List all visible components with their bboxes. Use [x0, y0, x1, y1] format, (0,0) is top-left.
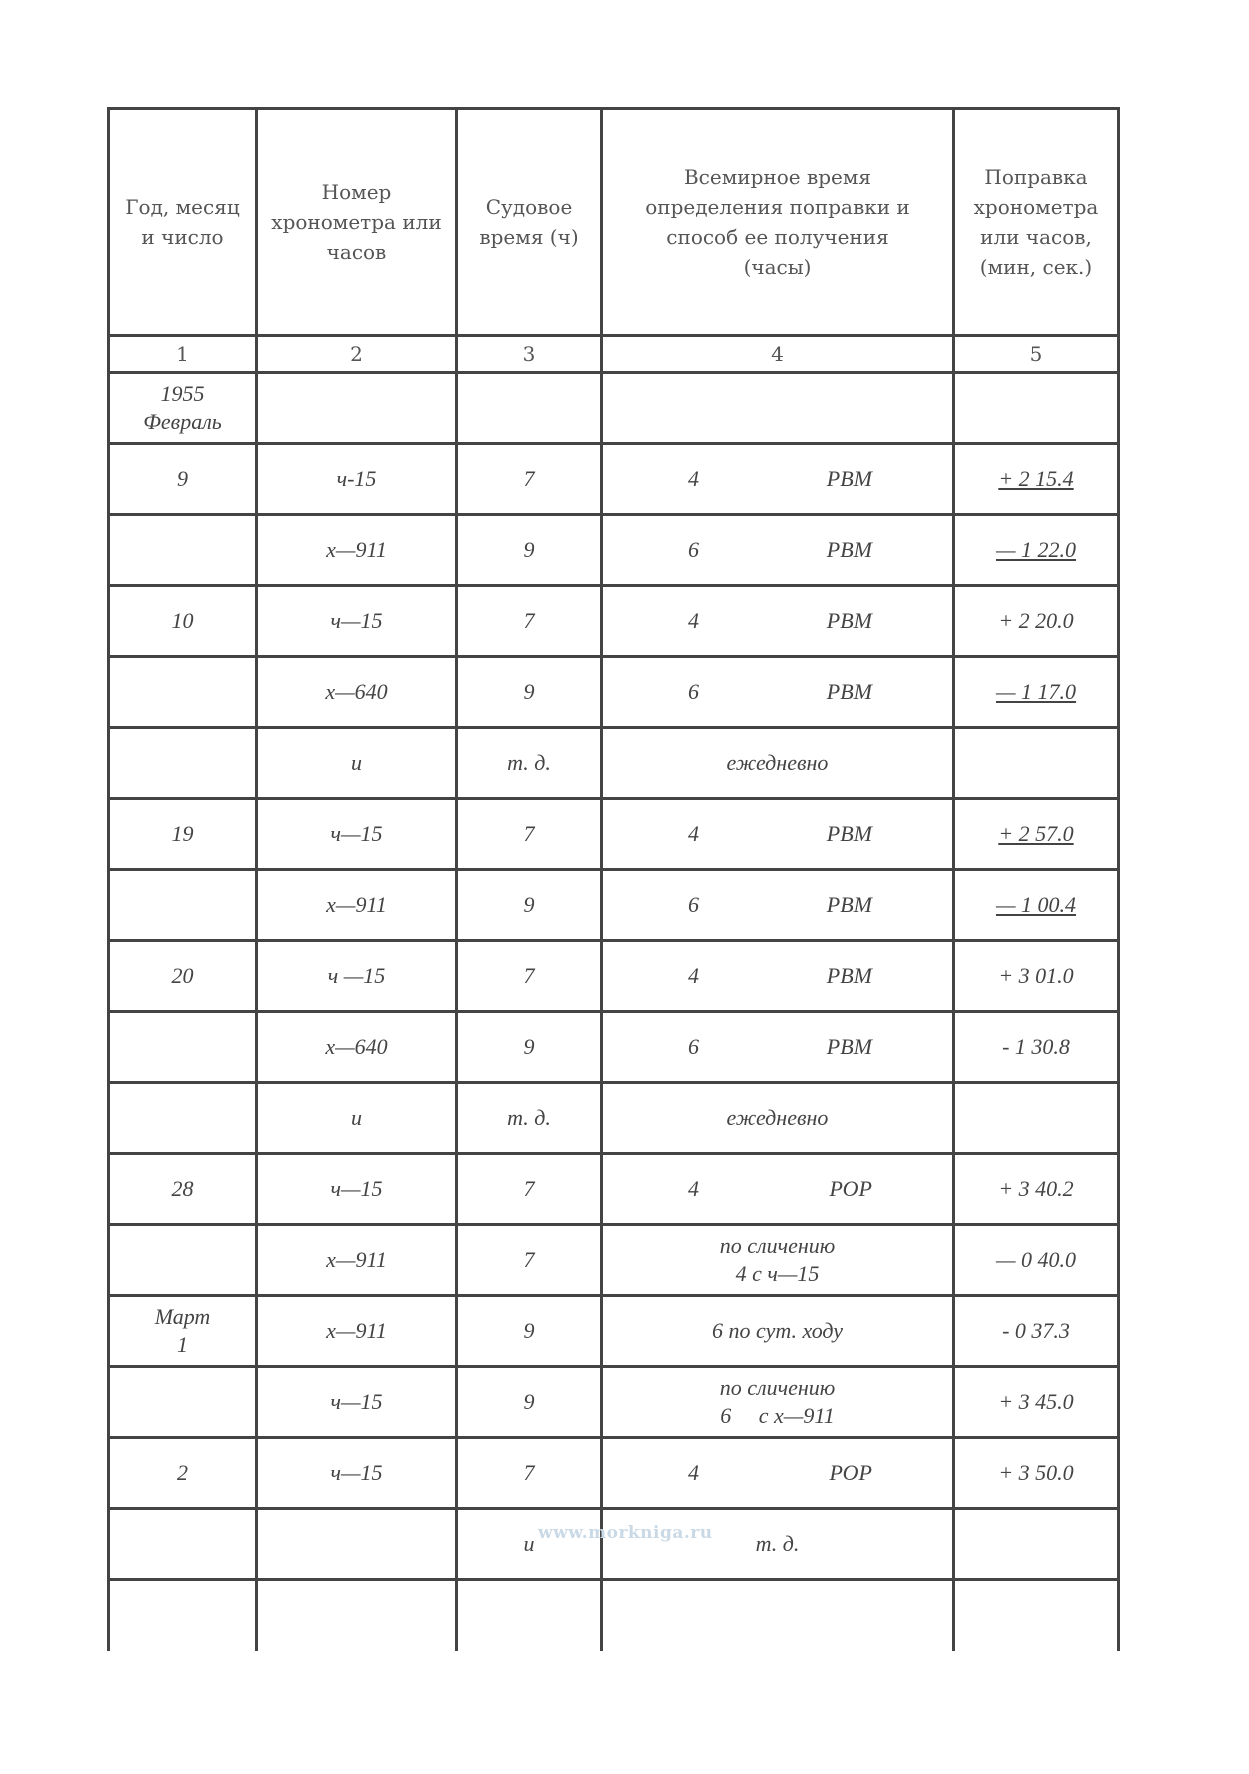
- table-row: [109, 1367, 1119, 1438]
- table-row: [109, 1225, 1119, 1296]
- ship-time-cell: 7: [457, 1438, 602, 1509]
- ut-hours: 4: [688, 1460, 699, 1485]
- date-cell: [109, 1509, 257, 1580]
- date-cell: 2: [109, 1438, 257, 1509]
- universal-time-cell: [602, 870, 954, 941]
- correction-cell: [954, 728, 1119, 799]
- ship-time-cell: 9: [457, 657, 602, 728]
- ut-hours: 4: [688, 963, 699, 988]
- date-cell: [109, 1012, 257, 1083]
- chronometer-cell: х—911: [257, 515, 457, 586]
- chronometer-cell: х—640: [257, 657, 457, 728]
- universal-time-cell: [602, 1438, 954, 1509]
- column-number: 3: [457, 336, 602, 373]
- empty-row: [109, 1580, 1119, 1652]
- chronometer-cell: х—640: [257, 1012, 457, 1083]
- ship-time-cell: 7: [457, 1154, 602, 1225]
- table-row: [109, 799, 1119, 870]
- correction-cell: + 2 57.0: [954, 799, 1119, 870]
- universal-time-cell: ежедневно: [602, 728, 954, 799]
- universal-time-cell: [602, 586, 954, 657]
- date-cell: 19: [109, 799, 257, 870]
- table-row: [109, 1154, 1119, 1225]
- date-cell: 10: [109, 586, 257, 657]
- chronometer-cell: ч—15: [257, 1367, 457, 1438]
- ut-hours: 6: [688, 892, 699, 917]
- chronometer-cell: х—911: [257, 870, 457, 941]
- comparison-note: по сличению: [719, 1375, 836, 1400]
- date-cell: 9: [109, 444, 257, 515]
- correction-cell: + 3 50.0: [954, 1438, 1119, 1509]
- comparison-detail: 6 с х—911: [720, 1403, 835, 1428]
- column-number: 1: [109, 336, 257, 373]
- universal-time-cell: ежедневно: [602, 1083, 954, 1154]
- date-cell: [109, 1225, 257, 1296]
- correction-cell: - 0 37.3: [954, 1296, 1119, 1367]
- table-row: [109, 1509, 1119, 1580]
- correction-cell: [954, 1509, 1119, 1580]
- header-date: Год, месяц и число: [109, 109, 257, 336]
- comparison-detail: 4 с ч—15: [735, 1261, 820, 1286]
- ship-time-cell: 7: [457, 444, 602, 515]
- year-month-row: [109, 373, 1119, 444]
- table-row: [109, 1438, 1119, 1509]
- ut-hours: 4: [688, 608, 699, 633]
- ship-time-cell: и: [457, 1509, 602, 1580]
- ship-time-cell: 7: [457, 941, 602, 1012]
- universal-time-cell: т. д.: [602, 1509, 954, 1580]
- universal-time-cell: [602, 657, 954, 728]
- table-row: [109, 728, 1119, 799]
- correction-cell: [954, 1083, 1119, 1154]
- table-row: [109, 1012, 1119, 1083]
- header-ship-time: Судовое время (ч): [457, 109, 602, 336]
- year-month-cell: [109, 373, 257, 444]
- date-cell: [109, 515, 257, 586]
- ut-hours: 6: [688, 679, 699, 704]
- method: РВМ: [826, 608, 872, 633]
- header-universal-time: Всемирное время определения поправки и способ ее получения (часы): [602, 109, 954, 336]
- chronometer-cell: ч—15: [257, 1438, 457, 1509]
- table-row: [109, 1296, 1119, 1367]
- ut-hours: 4: [688, 821, 699, 846]
- ship-time-cell: 9: [457, 1367, 602, 1438]
- header-chronometer-number: Номер хронометра или часов: [257, 109, 457, 336]
- method: РВМ: [826, 1034, 872, 1059]
- method: РВМ: [826, 537, 872, 562]
- method: РОР: [829, 1176, 872, 1201]
- correction-cell: - 1 30.8: [954, 1012, 1119, 1083]
- ship-time-cell: 9: [457, 515, 602, 586]
- correction-cell: — 1 17.0: [954, 657, 1119, 728]
- date-cell: 28: [109, 1154, 257, 1225]
- column-numbers-row: [109, 336, 1119, 373]
- method: РВМ: [826, 963, 872, 988]
- ut-hours: 4: [688, 1176, 699, 1201]
- method: РВМ: [826, 821, 872, 846]
- correction-cell: — 0 40.0: [954, 1225, 1119, 1296]
- correction-cell: + 2 20.0: [954, 586, 1119, 657]
- table-row: [109, 444, 1119, 515]
- correction-cell: + 3 01.0: [954, 941, 1119, 1012]
- watermark: www.morkniga.ru: [538, 1523, 713, 1543]
- universal-time-cell: [602, 1154, 954, 1225]
- ut-hours: 6: [688, 1034, 699, 1059]
- correction-cell: + 3 45.0: [954, 1367, 1119, 1438]
- universal-time-cell: [602, 444, 954, 515]
- table-row: [109, 657, 1119, 728]
- chronometer-log-sheet: [107, 107, 1117, 1651]
- chronometer-cell: х—911: [257, 1296, 457, 1367]
- chronometer-cell: ч—15: [257, 586, 457, 657]
- method: РОР: [829, 1460, 872, 1485]
- correction-cell: — 1 00.4: [954, 870, 1119, 941]
- header-row: [109, 109, 1119, 336]
- column-number: 5: [954, 336, 1119, 373]
- chronometer-cell: ч—15: [257, 799, 457, 870]
- ship-time-cell: 9: [457, 1296, 602, 1367]
- correction-cell: + 3 40.2: [954, 1154, 1119, 1225]
- column-number: 4: [602, 336, 954, 373]
- date-cell: [109, 870, 257, 941]
- method: РВМ: [826, 679, 872, 704]
- method: РВМ: [826, 892, 872, 917]
- month-label: Март: [154, 1304, 211, 1329]
- table-row: [109, 1083, 1119, 1154]
- ship-time-cell: 7: [457, 799, 602, 870]
- comparison-note: по сличению: [719, 1233, 836, 1258]
- chronometer-cell: и: [257, 1083, 457, 1154]
- date-cell: [109, 1296, 257, 1367]
- universal-time-cell: [602, 941, 954, 1012]
- ut-hours: 6: [688, 537, 699, 562]
- chronometer-cell: [257, 1509, 457, 1580]
- chronometer-cell: ч —15: [257, 941, 457, 1012]
- correction-cell: — 1 22.0: [954, 515, 1119, 586]
- year-label: 1955: [160, 381, 205, 406]
- table-row: [109, 586, 1119, 657]
- universal-time-cell: [602, 1012, 954, 1083]
- column-number: 2: [257, 336, 457, 373]
- table-row: [109, 870, 1119, 941]
- method: РВМ: [826, 466, 872, 491]
- chronometer-cell: х—911: [257, 1225, 457, 1296]
- ship-time-cell: т. д.: [457, 728, 602, 799]
- chronometer-cell: и: [257, 728, 457, 799]
- universal-time-cell: [602, 1225, 954, 1296]
- universal-time-cell: [602, 799, 954, 870]
- universal-time-cell: 6 по сут. ходу: [602, 1296, 954, 1367]
- table-row: [109, 515, 1119, 586]
- ship-time-cell: 7: [457, 1225, 602, 1296]
- ship-time-cell: 9: [457, 1012, 602, 1083]
- ut-hours: 4: [688, 466, 699, 491]
- month-label: Февраль: [143, 409, 222, 434]
- universal-time-cell: [602, 1367, 954, 1438]
- day-label: 1: [177, 1332, 188, 1357]
- universal-time-cell: [602, 515, 954, 586]
- chronometer-cell: ч—15: [257, 1154, 457, 1225]
- table-row: [109, 941, 1119, 1012]
- correction-cell: + 2 15.4: [954, 444, 1119, 515]
- date-cell: 20: [109, 941, 257, 1012]
- chronometer-cell: ч-15: [257, 444, 457, 515]
- chronometer-correction-table: [107, 107, 1120, 1651]
- ship-time-cell: 7: [457, 586, 602, 657]
- ship-time-cell: т. д.: [457, 1083, 602, 1154]
- ship-time-cell: 9: [457, 870, 602, 941]
- date-cell: [109, 657, 257, 728]
- date-cell: [109, 1083, 257, 1154]
- date-cell: [109, 728, 257, 799]
- date-cell: [109, 1367, 257, 1438]
- header-correction: Поправка хронометра или часов, (мин, сек.): [954, 109, 1119, 336]
